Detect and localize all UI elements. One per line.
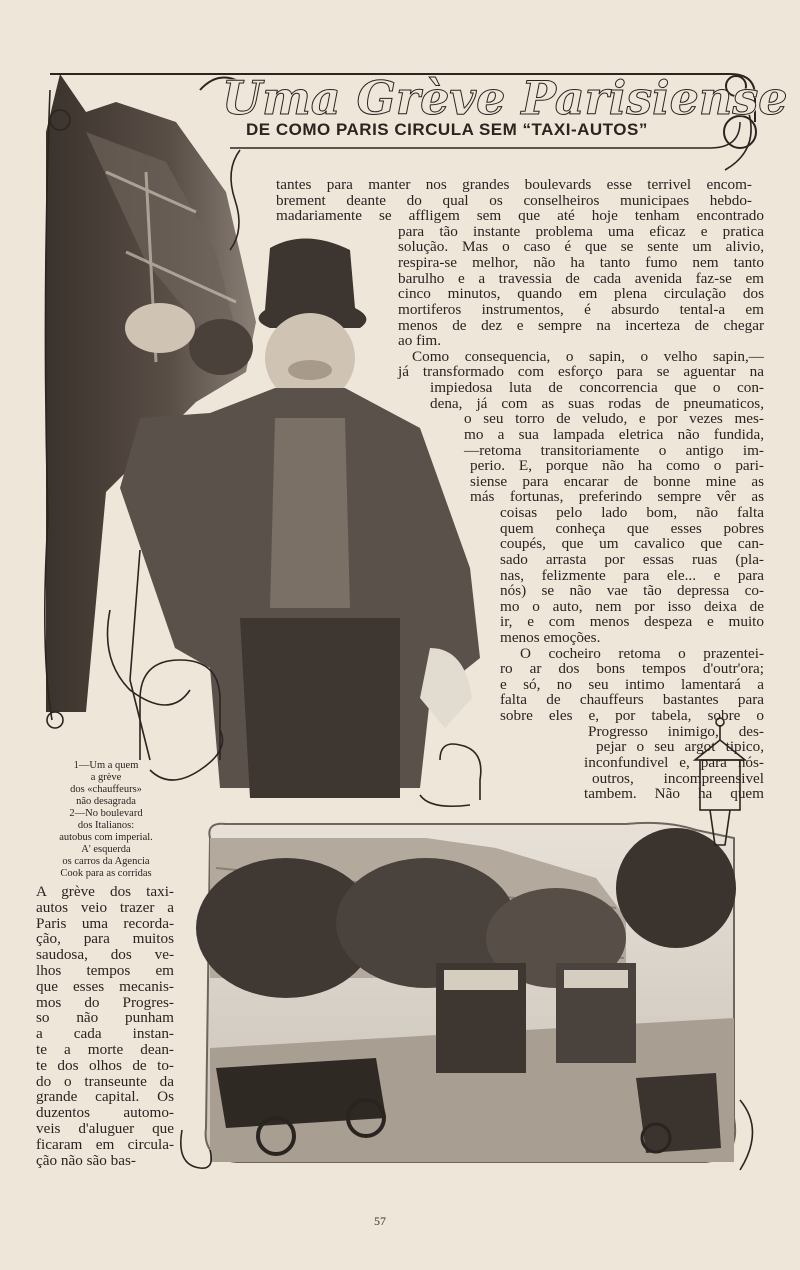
- text-line: pejar o seu argot tipico,: [596, 738, 764, 756]
- text-line: te dos olhos de to-: [36, 1056, 174, 1074]
- text-line: cinco minutos, quando em plena circulação dos: [398, 285, 764, 303]
- text-line: perio. E, porque não ha como o pari-: [470, 457, 764, 475]
- text-line: mos do Progres-: [36, 993, 174, 1011]
- text-line: do o transeunte da: [36, 1072, 174, 1090]
- text-line: Paris uma recorda-: [36, 914, 174, 932]
- caption-line: dos Italianos:: [77, 820, 135, 831]
- text-line: que esses mecanis-: [36, 977, 174, 995]
- text-line: respira-se melhor, não ha tanto fumo nem tanto: [398, 254, 764, 272]
- article-title: Uma Grève Parisiense: [222, 71, 788, 125]
- text-line: brement deante do qual os conselheiros municipaes hebdo-: [276, 191, 752, 209]
- text-line: nós) se não vae tão depressa co-: [500, 582, 764, 600]
- text-line: duzentos automo-: [36, 1104, 174, 1122]
- text-line: dena, já com as suas rodas de pneumaticos,: [430, 394, 764, 412]
- text-line: ir, e com menos despeza e muito: [500, 613, 764, 631]
- caption-line: dos «chauffeurs»: [70, 784, 142, 795]
- text-line: Progresso inimigo, des-: [588, 722, 764, 740]
- text-line: solução. Mas o caso é que se sente um alivio,: [398, 238, 764, 256]
- text-line: grande capital. Os: [36, 1088, 174, 1106]
- text-line: a cada instan-: [36, 1025, 174, 1043]
- text-line: lhos tempos em: [36, 961, 174, 979]
- text-line: te a morte dean-: [36, 1040, 174, 1058]
- text-line: saudosa, dos ve-: [36, 946, 174, 964]
- page-number: 57: [374, 1214, 386, 1228]
- text-line: menos de dez e sempre na incerteza de chegar: [398, 316, 764, 334]
- text-line: outros, incompreensivel: [592, 769, 764, 787]
- text-line: sado arrasta por essas ruas (pla-: [500, 550, 764, 568]
- text-line: coupés, que um cavalico que can-: [500, 535, 764, 553]
- caption-line: 2—No boulevard: [69, 808, 143, 819]
- text-line: Como consequencia, o sapin, o velho sapin,—: [412, 347, 764, 365]
- text-line: impiedosa luta de concorrencia que o con-: [430, 379, 764, 397]
- text-line: so não punham: [36, 1009, 174, 1027]
- text-line: veis d'aluguer que: [36, 1119, 174, 1137]
- text-line: ção, para muitos: [36, 930, 174, 948]
- text-line: —retoma transitoriamente o antigo im-: [464, 441, 764, 459]
- caption-line: autobus com imperial.: [59, 832, 153, 843]
- caption-line: a grève: [90, 772, 122, 783]
- text-line: O cocheiro retoma o prazentei-: [520, 644, 764, 662]
- text-line: tantes para manter nos grandes boulevards esse terrivel encom-: [276, 176, 752, 193]
- text-line: barulho e a travessia de cada avenida faz-se em: [398, 269, 764, 287]
- text-line: falta de chauffeurs bastantes para: [500, 691, 764, 709]
- text-line: ao fim.: [398, 332, 442, 350]
- text-line: já transformado com esforço para se aguentar na: [398, 363, 764, 381]
- text-line: para tão instante problema uma eficaz e pratica: [398, 222, 764, 240]
- text-line: e só, no seu intimo lamentará a: [500, 675, 764, 693]
- text-line: menos emoções.: [500, 628, 601, 646]
- text-line: inconfundivel e, para nós-: [584, 753, 764, 771]
- caption-line: Cook para as corridas: [60, 868, 152, 879]
- photo-caption: [36, 760, 176, 880]
- text-line: mo o auto, nem por isso deixa de: [500, 597, 764, 615]
- text-line: mo a sua lampada eletrica não fundida,: [464, 425, 764, 443]
- caption-line: 1—Um a quem: [73, 760, 139, 771]
- text-line: sobre eles e, por tabela, sobre o: [500, 707, 764, 725]
- boulevard-photo: [196, 818, 744, 1170]
- text-line: ção não são bas-: [36, 1151, 136, 1169]
- caption-line: A' esquerda: [81, 844, 131, 855]
- text-line: mortiferos instrumentos, é absurdo tental-a em: [398, 300, 764, 318]
- article-subtitle: DE COMO PARIS CIRCULA SEM “TAXI-AUTOS”: [246, 120, 648, 139]
- text-line: siense para encarar de bonne mine as: [470, 472, 764, 490]
- text-line: autos veio trazer a: [36, 898, 174, 916]
- caption-line: os carros da Agencia: [62, 856, 150, 867]
- text-line: quem conheça que esses pobres: [500, 519, 764, 537]
- body-text-left: [36, 884, 174, 1168]
- text-line: nas, felizmente para ele... e para: [500, 566, 764, 584]
- text-line: o seu torro de veludo, e por vezes mes-: [464, 410, 764, 428]
- text-line: coisas pelo lado bom, não falta: [500, 504, 764, 522]
- text-line: madariamente se affligem sem que até hoje tenham encontrado: [276, 207, 764, 225]
- text-line: ficaram em circula-: [36, 1135, 174, 1153]
- text-line: A grève dos taxi-: [36, 883, 174, 900]
- caption-line: não desagrada: [76, 796, 136, 807]
- text-line: ro ar dos bons tempos d'outr'ora;: [500, 660, 764, 678]
- text-line: más fortunas, preferindo sempre vêr as: [470, 488, 764, 506]
- text-line: tambem. Não ha quem: [584, 785, 764, 803]
